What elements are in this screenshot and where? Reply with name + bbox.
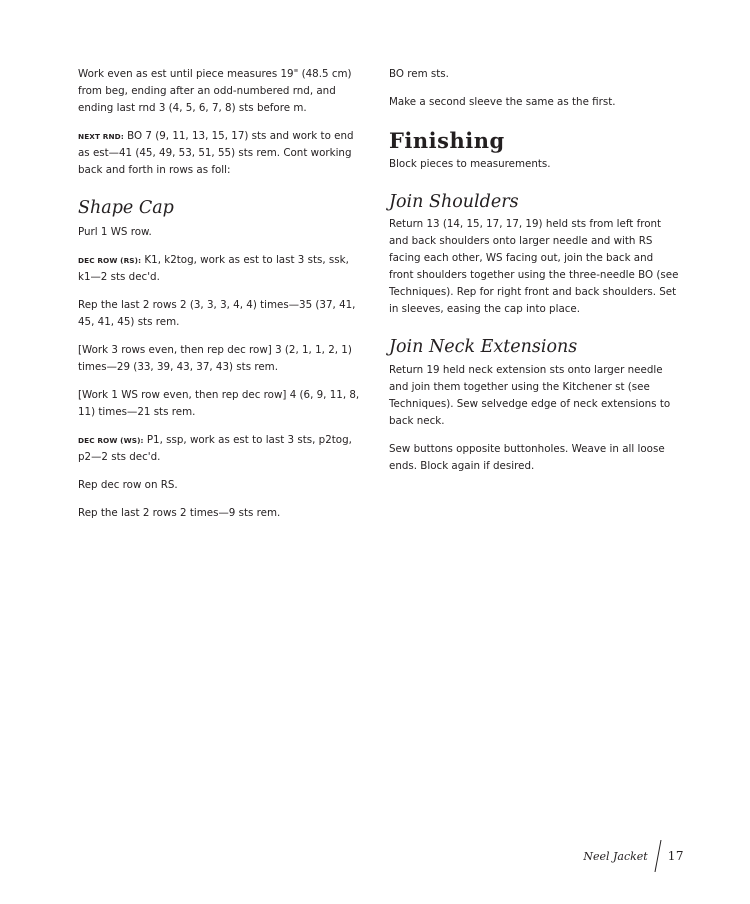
step-label: DEC ROW (RS): (78, 256, 142, 266)
paragraph: Purl 1 WS row. (78, 226, 152, 239)
left-column (78, 66, 360, 533)
section-heading-join-shoulders: Join Shoulders (389, 192, 519, 213)
paragraph: Rep dec row on RS. (78, 479, 178, 492)
page-footer (583, 843, 684, 869)
page-number: 17 (667, 849, 684, 863)
paragraph: Work even as est until piece measures 19" (48.5 cm) from beg, ending after an odd-numbered rnd, and ending last rnd 3 (4, 5, 6, 7, 8) sts before m. (78, 68, 352, 114)
paragraph: Rep the last 2 rows 2 (3, 3, 3, 4, 4) times—35 (37, 41, 45, 41, 45) sts rem. (78, 299, 356, 329)
section-heading-join-neck-extensions: Join Neck Extensions (389, 337, 578, 358)
paragraph: [Work 1 WS row even, then rep dec row] 4 (6, 9, 11, 8, 11) times—21 sts rem. (78, 389, 360, 419)
step-text: P1, ssp, work as est to last 3 sts, p2tog, p2—2 sts dec'd. (78, 434, 352, 464)
paragraph: Return 13 (14, 15, 17, 17, 19) held sts from left front and back shoulders onto larger needle and with RS facing each other, WS facing out, join the back and front shoulders together using the three-needle BO (see Techniques). Rep for right front and back shoulders. Set in sleeves, easing the cap into place. (389, 218, 679, 316)
paragraph (78, 128, 360, 179)
step-label: DEC ROW (WS): (78, 436, 144, 446)
section-heading-finishing: Finishing (389, 128, 505, 153)
paragraph: Sew buttons opposite buttonholes. Weave in all loose ends. Block again if desired. (389, 442, 665, 472)
paragraph: Make a second sleeve the same as the first. (389, 96, 616, 108)
paragraph: BO rem sts. (389, 68, 449, 80)
step-label: NEXT RND: (78, 132, 124, 141)
step-text: K1, k2tog, work as est to last 3 sts, ssk, k1—2 sts dec'd. (78, 254, 349, 284)
footer-divider-slash (654, 840, 662, 872)
paragraph: Return 19 held neck extension sts onto larger needle and join them together using the Kitchener st (see Techniques). Sew selvedge edge of neck extensions to back neck. (389, 363, 671, 427)
paragraph: [Work 3 rows even, then rep dec row] 3 (2, 1, 1, 2, 1) times—29 (33, 39, 43, 37, 43) sts rem. (78, 344, 352, 374)
step-text: BO 7 (9, 11, 13, 15, 17) sts and work to end as est—41 (45, 49, 53, 51, 55) sts rem. Cont working back and forth in rows as foll: (78, 130, 354, 176)
paragraph: Block pieces to measurements. (389, 158, 551, 171)
right-column (389, 66, 679, 486)
paragraph (78, 252, 360, 286)
section-heading-shape-cap: Shape Cap (78, 198, 174, 218)
paragraph (78, 432, 360, 466)
paragraph: Rep the last 2 rows 2 times—9 sts rem. (78, 507, 281, 520)
footer-title: Neel Jacket (583, 849, 648, 863)
